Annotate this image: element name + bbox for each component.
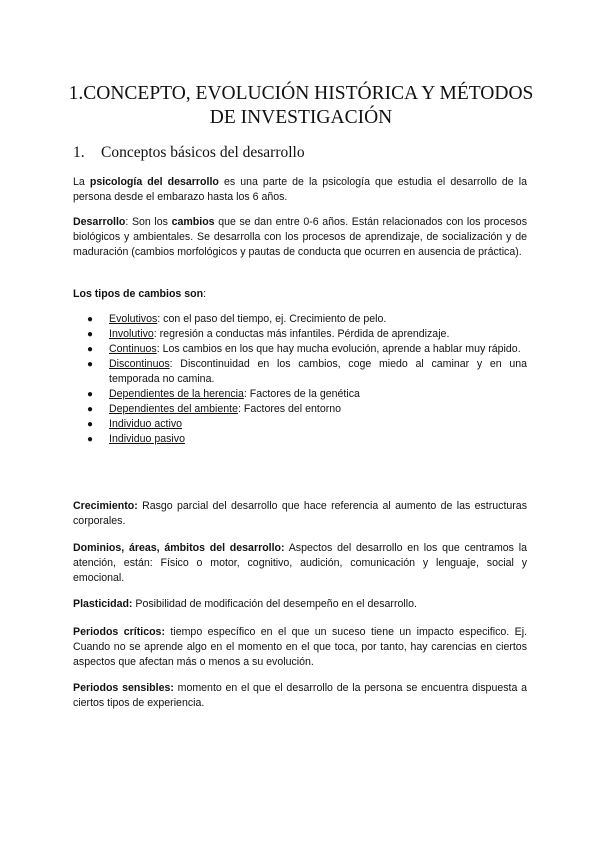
- list-item: [73, 387, 527, 402]
- bullet-icon: ●: [87, 434, 94, 445]
- periodos-criticos-paragraph: [73, 625, 527, 670]
- list-item-term: Continuos: [109, 343, 157, 355]
- list-item-term: Discontinuos: [109, 358, 170, 370]
- plasticidad-paragraph: [73, 597, 527, 612]
- desarrollo-text-2: que se dan entre 0-6 años. Están relacionados con los procesos biológicos y ambientales. Se desarrolla con los procesos de aprendizaje, de socialización y de maduración (cambios morfológicos y pautas de conducta que ocurren en ausencia de práctica).: [73, 216, 528, 258]
- dominios-label: Dominios, áreas, ámbitos del desarrollo:: [73, 542, 285, 554]
- crecimiento-label: Crecimiento:: [73, 500, 138, 512]
- crecimiento-paragraph: [73, 499, 527, 529]
- intro-bold-term: psicología del desarrollo: [89, 176, 219, 188]
- list-item-term: Dependientes de la herencia: [109, 388, 244, 400]
- tipos-heading-colon: :: [203, 288, 207, 300]
- intro-prefix: La: [73, 176, 90, 188]
- periodos-sensibles-paragraph: [73, 681, 527, 711]
- periodos-sensibles-text: momento en el que el desarrollo de la persona se encuentra dispuesta a ciertos tipos de experiencia.: [73, 682, 527, 709]
- bullet-icon: ●: [87, 314, 94, 325]
- list-item-term: Individuo activo: [109, 418, 183, 430]
- desarrollo-label: Desarrollo: [73, 216, 126, 228]
- list-item-term: Evolutivos: [109, 313, 158, 325]
- tipos-list: [73, 312, 527, 447]
- bullet-icon: ●: [87, 329, 94, 340]
- list-item-term: Individuo pasivo: [109, 433, 185, 445]
- list-item-desc: : Los cambios en los que hay mucha evolución, aprende a hablar muy rápido.: [156, 343, 521, 355]
- bullet-icon: ●: [87, 344, 94, 355]
- periodos-criticos-label: Periodos críticos:: [73, 626, 165, 638]
- list-item: [73, 357, 527, 387]
- desarrollo-paragraph: [73, 215, 527, 260]
- desarrollo-bold: cambios: [171, 216, 215, 228]
- page-title: 1.CONCEPTO, EVOLUCIÓN HISTÓRICA Y MÉTODOS DE INVESTIGACIÓN: [68, 83, 534, 128]
- list-item-desc: : Factores de la genética: [243, 388, 360, 400]
- crecimiento-text: Rasgo parcial del desarrollo que hace referencia al aumento de las estructuras corporales.: [73, 500, 527, 527]
- list-item: [73, 312, 527, 327]
- list-item: [73, 327, 527, 342]
- list-item-desc: : con el paso del tiempo, ej. Crecimiento de pelo.: [157, 313, 387, 325]
- intro-text: es una parte de la psicología que estudia el desarrollo de la persona desde el embarazo hasta los 6 años.: [73, 176, 527, 203]
- bullet-icon: ●: [87, 359, 94, 370]
- list-item: [73, 402, 527, 417]
- list-item: [73, 417, 527, 432]
- list-item: [73, 432, 527, 447]
- periodos-criticos-text: tiempo específico en el que un suceso tiene un impacto especifico. Ej. Cuando no se aprende algo en el momento en el que toca, por tanto, hay carencias en ciertos aspectos que afectan más o menos a su evolución.: [73, 626, 527, 668]
- list-item: [73, 342, 527, 357]
- dominios-text: Aspectos del desarrollo en los que centramos la atención, están: Físico o motor, cognitivo, audición, comunicación y lenguaje, social y emocional.: [73, 542, 527, 584]
- bullet-icon: ●: [87, 404, 94, 415]
- list-item-desc: : regresión a conductas más infantiles. Pérdida de aprendizaje.: [153, 328, 450, 340]
- bullet-icon: ●: [87, 389, 94, 400]
- periodos-sensibles-label: Periodos sensibles:: [73, 682, 174, 694]
- bullet-icon: ●: [87, 419, 94, 430]
- section-number: 1.: [73, 144, 85, 161]
- tipos-heading-text: Los tipos de cambios son: [73, 288, 204, 300]
- dominios-paragraph: [73, 541, 527, 586]
- plasticidad-label: Plasticidad:: [73, 598, 133, 610]
- list-item-desc: : Factores del entorno: [237, 403, 342, 415]
- list-item-term: Dependientes del ambiente: [109, 403, 238, 415]
- desarrollo-text-1: : Son los: [125, 216, 172, 228]
- intro-paragraph: [73, 175, 527, 205]
- list-item-desc: : Discontinuidad en los cambios, coge miedo al caminar y en una temporada no camina.: [109, 358, 527, 385]
- list-item-term: Involutivo: [109, 328, 154, 340]
- section-title: Conceptos básicos del desarrollo: [101, 144, 305, 161]
- section-heading: [73, 143, 533, 163]
- tipos-heading: [73, 287, 527, 302]
- plasticidad-text: Posibilidad de modificación del desempeño en el desarrollo.: [132, 598, 417, 610]
